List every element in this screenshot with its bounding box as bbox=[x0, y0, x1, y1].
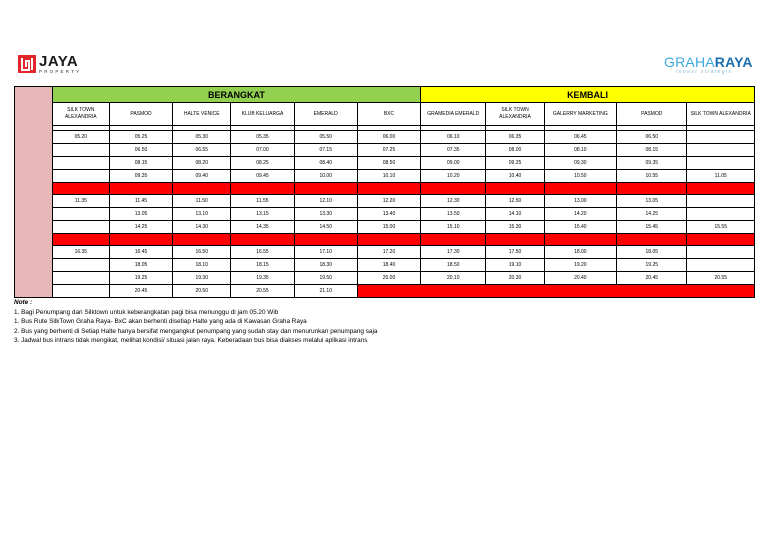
time-cell: 19.50 bbox=[294, 272, 357, 285]
time-cell bbox=[687, 259, 755, 272]
time-cell: 09.30 bbox=[544, 157, 616, 170]
time-cell: 14.25 bbox=[617, 208, 687, 221]
time-cell: 09.00 bbox=[421, 157, 486, 170]
time-cell bbox=[687, 157, 755, 170]
note-item: 2. Bus yang berhenti di Setiap Halte hanya bersifat mengangkut penumpang yang sudah stay dan menurunkan penumpang saja bbox=[14, 327, 378, 335]
time-cell bbox=[687, 208, 755, 221]
time-cell: 05.35 bbox=[231, 131, 294, 144]
bus-schedule-table bbox=[14, 86, 755, 298]
time-cell: 18.40 bbox=[357, 259, 420, 272]
time-cell: 18.05 bbox=[617, 246, 687, 259]
stop-header: PASMOD bbox=[617, 103, 687, 126]
time-cell: 06.50 bbox=[109, 144, 172, 157]
jaya-logo-subtext: PROPERTY bbox=[39, 68, 82, 74]
time-cell: 09.40 bbox=[173, 170, 231, 183]
time-cell: 10.00 bbox=[294, 170, 357, 183]
schedule-row bbox=[15, 170, 755, 183]
jaya-logo-text: JAYA bbox=[39, 52, 79, 70]
time-cell bbox=[52, 170, 109, 183]
notes-section bbox=[14, 298, 377, 346]
stop-header: SILK TOWN ALEXANDRIA bbox=[52, 103, 109, 126]
stop-header: PASMOD bbox=[109, 103, 172, 126]
time-cell: 13.40 bbox=[357, 208, 420, 221]
time-cell: 11.55 bbox=[231, 195, 294, 208]
time-cell: 05.20 bbox=[52, 131, 109, 144]
schedule-row bbox=[15, 144, 755, 157]
time-cell: 14.35 bbox=[231, 221, 294, 234]
schedule-row bbox=[15, 157, 755, 170]
time-cell: 20.40 bbox=[544, 272, 616, 285]
time-cell: 19.25 bbox=[109, 272, 172, 285]
time-cell: 09.45 bbox=[231, 170, 294, 183]
graha-logo-text: GRAHA bbox=[664, 54, 715, 70]
time-cell: 10.10 bbox=[357, 170, 420, 183]
time-cell: 15.30 bbox=[486, 221, 544, 234]
time-cell: 19.25 bbox=[617, 259, 687, 272]
time-cell: 14.25 bbox=[109, 221, 172, 234]
time-cell bbox=[52, 285, 109, 298]
time-cell bbox=[687, 144, 755, 157]
time-cell: 16.45 bbox=[109, 246, 172, 259]
time-cell: 19.35 bbox=[231, 272, 294, 285]
time-cell: 06.10 bbox=[421, 131, 486, 144]
time-cell: 20.10 bbox=[421, 272, 486, 285]
time-cell: 18.05 bbox=[109, 259, 172, 272]
time-cell: 19.10 bbox=[486, 259, 544, 272]
time-cell: 13.50 bbox=[421, 208, 486, 221]
time-cell: 20.30 bbox=[486, 272, 544, 285]
direction-header-row bbox=[15, 87, 755, 103]
time-cell: 06.50 bbox=[617, 131, 687, 144]
time-cell: 20.45 bbox=[109, 285, 172, 298]
jaya-logo-icon bbox=[18, 55, 36, 73]
time-cell: 13.05 bbox=[109, 208, 172, 221]
time-cell: 08.20 bbox=[173, 157, 231, 170]
stop-header: GRAMEDIA EMERALD bbox=[421, 103, 486, 126]
time-cell: 17.20 bbox=[357, 246, 420, 259]
time-cell: 15.00 bbox=[357, 221, 420, 234]
graha-raya-tagline: Inbest strategis bbox=[676, 69, 733, 75]
time-cell: 11.50 bbox=[173, 195, 231, 208]
stop-header-row bbox=[15, 103, 755, 126]
time-cell: 14.20 bbox=[544, 208, 616, 221]
time-cell: 08.15 bbox=[617, 144, 687, 157]
time-cell: 07.25 bbox=[357, 144, 420, 157]
time-cell: 18.10 bbox=[173, 259, 231, 272]
time-cell: 17.30 bbox=[421, 246, 486, 259]
time-cell: 07.00 bbox=[231, 144, 294, 157]
stop-header: HALTE VENICE bbox=[173, 103, 231, 126]
time-cell bbox=[687, 131, 755, 144]
time-cell: 15.45 bbox=[617, 221, 687, 234]
time-cell: 10.50 bbox=[544, 170, 616, 183]
time-cell: 08.15 bbox=[109, 157, 172, 170]
time-cell: 19.20 bbox=[544, 259, 616, 272]
schedule-row bbox=[15, 272, 755, 285]
time-cell: 21.10 bbox=[294, 285, 357, 298]
schedule-row bbox=[15, 208, 755, 221]
schedule-row bbox=[15, 131, 755, 144]
time-cell: 20.00 bbox=[357, 272, 420, 285]
time-cell: 06.45 bbox=[544, 131, 616, 144]
return-header: KEMBALI bbox=[421, 87, 755, 103]
time-cell: 11.05 bbox=[687, 170, 755, 183]
time-cell: 05.25 bbox=[109, 131, 172, 144]
time-cell: 14.10 bbox=[486, 208, 544, 221]
time-cell: 10.55 bbox=[617, 170, 687, 183]
time-cell: 20.55 bbox=[231, 285, 294, 298]
schedule-row bbox=[15, 259, 755, 272]
stop-header: KLUB KELUARGA bbox=[231, 103, 294, 126]
note-item: 1. Bagi Penumpang dari Silktown untuk keberangkatan pagi bisa menunggu di jam 05.20 Wib bbox=[14, 308, 279, 316]
graha-raya-logo bbox=[664, 55, 753, 75]
time-cell: 17.10 bbox=[294, 246, 357, 259]
time-cell: 16.35 bbox=[52, 246, 109, 259]
time-cell bbox=[52, 208, 109, 221]
stop-header: GALERRY MARKETING bbox=[544, 103, 616, 126]
time-cell: 18.30 bbox=[294, 259, 357, 272]
time-cell: 16.55 bbox=[231, 246, 294, 259]
time-cell: 13.05 bbox=[617, 195, 687, 208]
time-cell bbox=[687, 246, 755, 259]
time-cell bbox=[52, 259, 109, 272]
time-cell: 14.30 bbox=[173, 221, 231, 234]
time-cell: 06.00 bbox=[357, 131, 420, 144]
time-cell: 10.40 bbox=[486, 170, 544, 183]
time-cell: 12.30 bbox=[421, 195, 486, 208]
note-item: 3. Jadwal bus intrans tidak mengikat, melihat kondisi/ situasi jalan raya. Keberadaan bus bisa diakses melalui aplikasi intrans bbox=[14, 337, 368, 345]
time-cell: 05.30 bbox=[173, 131, 231, 144]
time-cell: 05.50 bbox=[294, 131, 357, 144]
time-cell bbox=[52, 221, 109, 234]
time-cell: 13.30 bbox=[294, 208, 357, 221]
time-cell: 15.55 bbox=[687, 221, 755, 234]
break-separator-row bbox=[15, 183, 755, 195]
time-cell: 16.50 bbox=[173, 246, 231, 259]
time-cell: 20.50 bbox=[173, 285, 231, 298]
stop-header: SILK TOWN ALEXANDRIA bbox=[486, 103, 544, 126]
time-cell: 09.35 bbox=[617, 157, 687, 170]
stop-header: BXC bbox=[357, 103, 420, 126]
schedule-row bbox=[15, 221, 755, 234]
time-cell: 13.10 bbox=[173, 208, 231, 221]
notes-title: Note : bbox=[14, 299, 33, 306]
schedule-row bbox=[15, 285, 755, 298]
depart-header: BERANGKAT bbox=[52, 87, 420, 103]
time-cell: 12.10 bbox=[294, 195, 357, 208]
time-cell: 08.40 bbox=[294, 157, 357, 170]
time-cell: 07.35 bbox=[421, 144, 486, 157]
stop-header: SILK TOWN ALEXANDRIA bbox=[687, 103, 755, 126]
raya-logo-text: RAYA bbox=[714, 54, 753, 70]
time-cell: 13.00 bbox=[544, 195, 616, 208]
time-cell: 08.10 bbox=[544, 144, 616, 157]
time-cell: 06.55 bbox=[173, 144, 231, 157]
time-cell: 15.10 bbox=[421, 221, 486, 234]
time-cell bbox=[52, 144, 109, 157]
time-cell: 11.35 bbox=[52, 195, 109, 208]
stop-header: EMERALD bbox=[294, 103, 357, 126]
time-cell: 07.15 bbox=[294, 144, 357, 157]
side-margin-cell bbox=[15, 87, 53, 298]
time-cell: 20.55 bbox=[687, 272, 755, 285]
time-cell bbox=[52, 272, 109, 285]
time-cell: 18.50 bbox=[421, 259, 486, 272]
time-cell: 09.35 bbox=[109, 170, 172, 183]
time-cell: 19.30 bbox=[173, 272, 231, 285]
time-cell bbox=[52, 157, 109, 170]
time-cell: 08.50 bbox=[357, 157, 420, 170]
jaya-property-logo bbox=[18, 53, 81, 75]
time-cell: 14.50 bbox=[294, 221, 357, 234]
time-cell: 11.45 bbox=[109, 195, 172, 208]
time-cell: 20.45 bbox=[617, 272, 687, 285]
time-cell: 08.25 bbox=[231, 157, 294, 170]
time-cell: 18.00 bbox=[544, 246, 616, 259]
break-separator-row bbox=[15, 234, 755, 246]
time-cell: 10.20 bbox=[421, 170, 486, 183]
time-cell: 08.00 bbox=[486, 144, 544, 157]
schedule-row bbox=[15, 195, 755, 208]
time-cell: 15.40 bbox=[544, 221, 616, 234]
time-cell: 13.15 bbox=[231, 208, 294, 221]
schedule-row bbox=[15, 246, 755, 259]
time-cell: 17.50 bbox=[486, 246, 544, 259]
time-cell bbox=[687, 195, 755, 208]
time-cell: 06.35 bbox=[486, 131, 544, 144]
time-cell: 09.25 bbox=[486, 157, 544, 170]
time-cell: 12.50 bbox=[486, 195, 544, 208]
note-item: 1. Bus Rute SilkTown Graha Raya- BxC akan berhenti disetiap Halte yang ada di Kawasan Graha Raya bbox=[14, 318, 307, 326]
time-cell: 12.20 bbox=[357, 195, 420, 208]
time-cell: 18.15 bbox=[231, 259, 294, 272]
end-of-service-block bbox=[357, 285, 754, 298]
